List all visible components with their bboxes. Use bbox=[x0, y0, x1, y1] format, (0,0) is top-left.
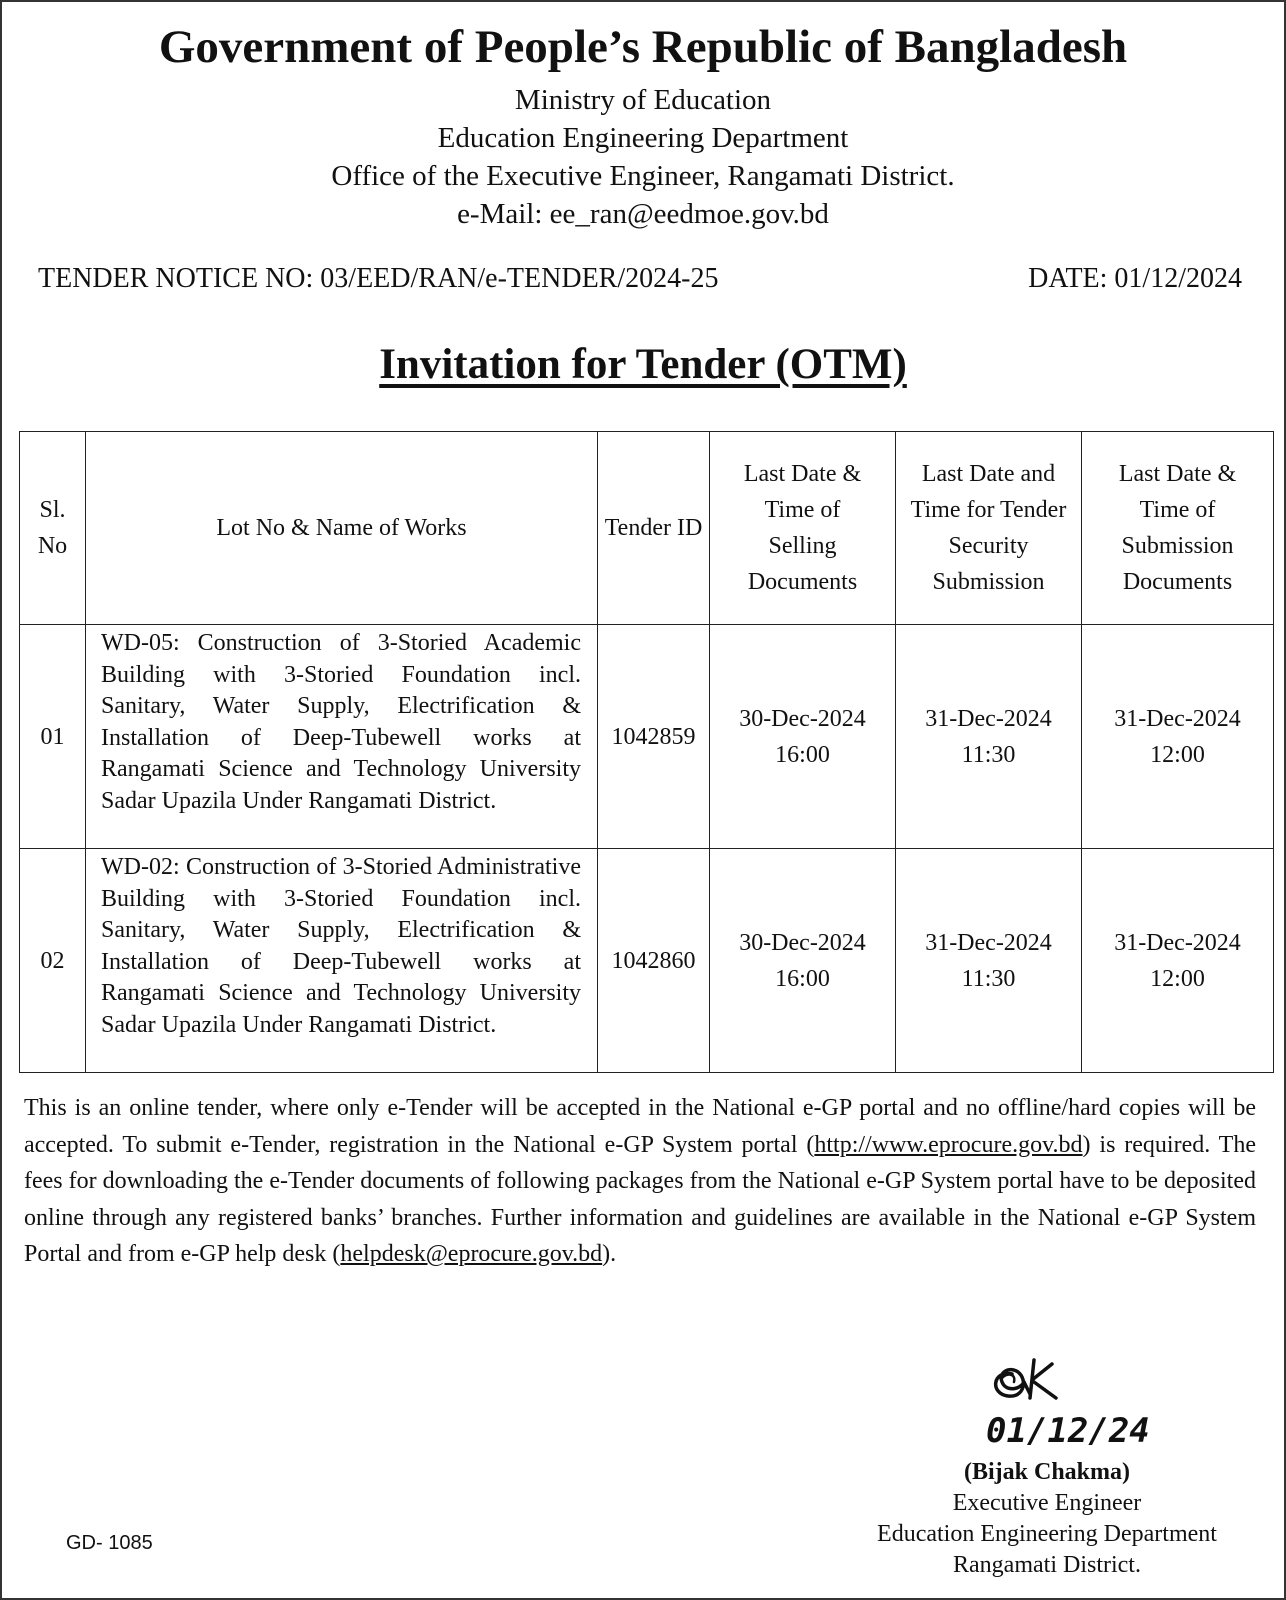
row-works: WD-02: Construction of 3-Storied Administrative Building with 3-Storied Foundation incl. Sanitary, Water Supply, Electrification & Installation of Deep-Tubewell works at Rangamati Science and Technology University Sadar Upazila Under Rangamati District. bbox=[86, 849, 598, 1073]
signatory-name: (Bijak Chakma) bbox=[963, 1459, 1131, 1485]
row-sl-no: 02 bbox=[20, 849, 86, 1073]
invitation-title: Invitation for Tender (OTM) bbox=[379, 341, 907, 388]
row-tender-id: 1042860 bbox=[598, 849, 710, 1073]
header-submission-date: Last Date & Time of Submission Documents bbox=[1082, 432, 1274, 625]
office-name: Office of the Executive Engineer, Rangamati District. bbox=[331, 160, 955, 192]
letterhead bbox=[2, 21, 1284, 233]
eprocure-link[interactable]: http://www.eprocure.gov.bd bbox=[814, 1131, 1083, 1158]
handwritten-date: 01/12/24 bbox=[986, 1411, 1150, 1451]
ministry-name: Ministry of Education bbox=[514, 84, 772, 116]
row-security-date: 31-Dec-2024 11:30 bbox=[896, 625, 1082, 849]
signatory-designation: Executive Engineer bbox=[952, 1490, 1142, 1516]
department-name: Education Engineering Department bbox=[437, 122, 849, 154]
tender-notice-number: TENDER NOTICE NO: 03/EED/RAN/e-TENDER/2024-25 bbox=[38, 263, 719, 294]
signatory-block bbox=[832, 1457, 1262, 1581]
row-selling-date: 30-Dec-2024 16:00 bbox=[710, 625, 896, 849]
row-sl-no: 01 bbox=[20, 625, 86, 849]
header-works: Lot No & Name of Works bbox=[86, 432, 598, 625]
signatory-department: Education Engineering Department bbox=[877, 1521, 1217, 1547]
table-header-row bbox=[20, 432, 1274, 625]
row-submission-date: 31-Dec-2024 12:00 bbox=[1082, 849, 1274, 1073]
row-submission-date: 31-Dec-2024 12:00 bbox=[1082, 625, 1274, 849]
row-works: WD-05: Construction of 3-Storied Academic Building with 3-Storied Foundation incl. Sanitary, Water Supply, Electrification & Installation of Deep-Tubewell works at Rangamati Science and Technology University Sadar Upazila Under Rangamati District. bbox=[86, 625, 598, 849]
handwritten-signature bbox=[972, 1342, 1150, 1452]
tender-table bbox=[19, 431, 1274, 1073]
invitation-title-wrap bbox=[2, 340, 1284, 389]
header-selling-date: Last Date & Time of Selling Documents bbox=[710, 432, 896, 625]
gd-code: GD- 1085 bbox=[66, 1532, 153, 1554]
header-sl-no: Sl. No bbox=[20, 432, 86, 625]
government-name: Government of People’s Republic of Bangladesh bbox=[158, 21, 1128, 73]
instructions-paragraph: This is an online tender, where only e-Tender will be accepted in the National e-GP portal and no offline/hard copies will be accepted. To submit e-Tender, registration in the National e-GP System portal (http://www.eprocure.gov.bd) is required. The fees for downloading the e-Tender documents of following packages from the National e-GP System portal have to be deposited online through any registered banks’ branches. Further information and guidelines are available in the National e-GP System Portal and from e-GP help desk (helpdesk@eprocure.gov.bd). bbox=[24, 1095, 1256, 1267]
table-row bbox=[20, 849, 1274, 1073]
table-row bbox=[20, 625, 1274, 849]
row-selling-date: 30-Dec-2024 16:00 bbox=[710, 849, 896, 1073]
notice-date: DATE: 01/12/2024 bbox=[1028, 263, 1242, 294]
row-security-date: 31-Dec-2024 11:30 bbox=[896, 849, 1082, 1073]
header-security-date: Last Date and Time for Tender Security Submission bbox=[896, 432, 1082, 625]
office-email: e-Mail: ee_ran@eedmoe.gov.bd bbox=[457, 198, 829, 230]
notice-row bbox=[38, 262, 1242, 296]
header-tender-id: Tender ID bbox=[598, 432, 710, 625]
helpdesk-email-link[interactable]: helpdesk@eprocure.gov.bd bbox=[340, 1241, 603, 1267]
row-tender-id: 1042859 bbox=[598, 625, 710, 849]
signatory-district: Rangamati District. bbox=[953, 1552, 1141, 1578]
